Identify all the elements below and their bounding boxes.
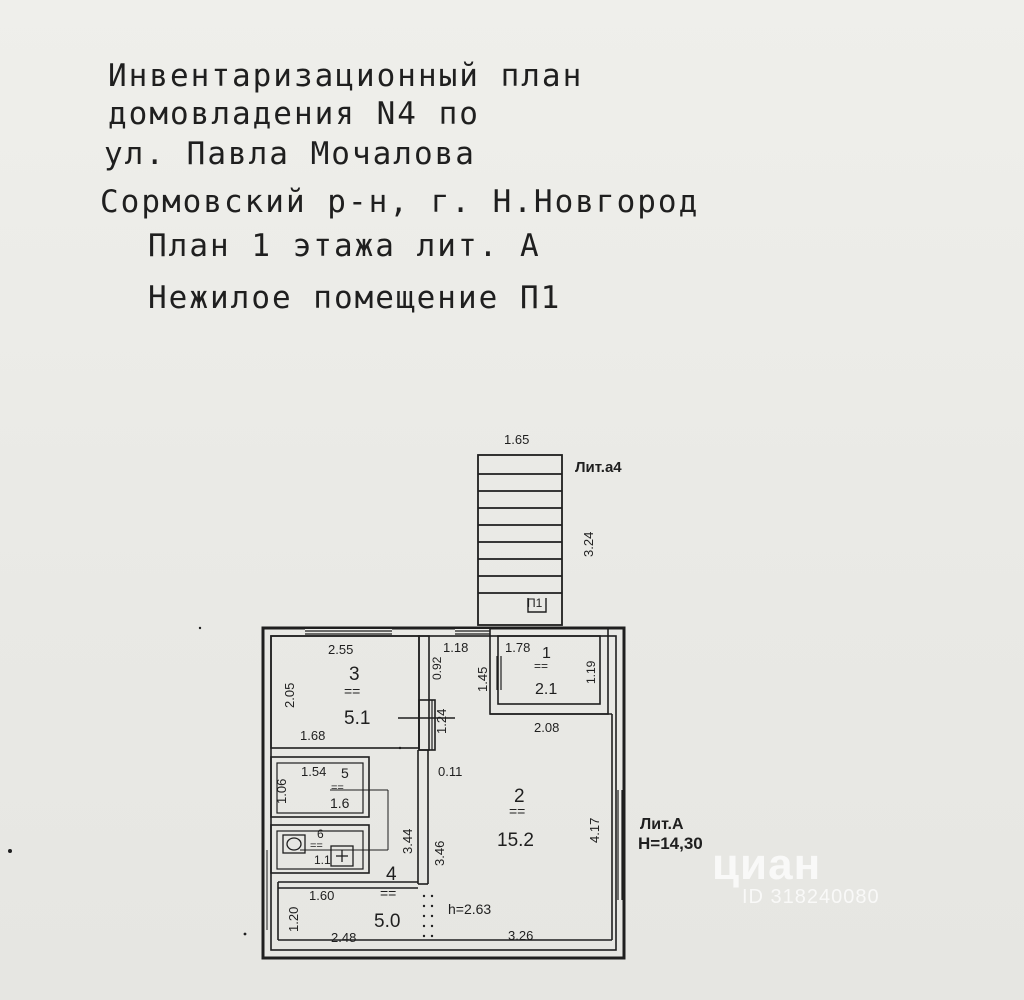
- stair-length-dim: 3.24: [581, 531, 596, 557]
- room-5-area: 1.6: [330, 795, 350, 811]
- watermark: [712, 840, 942, 920]
- room-6-number: 6: [317, 827, 324, 841]
- room-3-number: 3: [349, 664, 360, 685]
- room-1-eq: ==: [534, 659, 549, 673]
- title-line-4: Сормовский р-н, г. Н.Новгород: [100, 184, 700, 220]
- dim-3-46: 3.46: [432, 840, 447, 866]
- room-2-area: 15.2: [497, 830, 534, 851]
- watermark-logo: циан: [712, 840, 822, 889]
- dim-1-45: 1.45: [475, 666, 490, 692]
- room-6: [310, 827, 331, 867]
- dim-0-11: 0.11: [438, 764, 463, 779]
- stair-width-dim: 1.65: [504, 432, 530, 447]
- room-4-area: 5.0: [374, 911, 401, 932]
- dim-2-55: 2.55: [328, 642, 354, 657]
- dim-3-26: 3.26: [508, 928, 534, 943]
- dim-1-19: 1.19: [584, 660, 598, 684]
- staircase-lit-a4: [478, 455, 562, 625]
- paper-speck: [199, 627, 201, 629]
- paper-speck: [8, 849, 12, 853]
- room-4-number: 4: [386, 864, 397, 885]
- room-1-area: 2.1: [535, 681, 558, 698]
- paper-speck: [244, 933, 247, 936]
- room-1: [534, 645, 557, 698]
- dim-1-24: 1.24: [434, 708, 449, 734]
- dim-2-05: 2.05: [282, 682, 297, 708]
- dim-1-18: 1.18: [443, 640, 469, 655]
- dim-1-54: 1.54: [301, 764, 327, 779]
- room-2-number: 2: [514, 786, 525, 807]
- watermark-id: ID 318240080: [742, 886, 880, 908]
- room-4-eq: ==: [380, 885, 397, 901]
- dim-1-60: 1.60: [309, 888, 335, 903]
- room-5: [330, 765, 350, 811]
- stair-room-mark: П1: [527, 596, 543, 610]
- dim-3-44: 3.44: [400, 828, 415, 854]
- dim-0-92: 0.92: [430, 656, 444, 680]
- dim-2-08: 2.08: [534, 720, 560, 735]
- title-line-5: План 1 этажа лит. А: [148, 228, 541, 264]
- title-line-6: Нежилое помещение П1: [148, 280, 562, 316]
- room-3-area: 5.1: [344, 708, 371, 729]
- room-4: [374, 864, 400, 932]
- room-6-area: 1.1: [314, 853, 331, 867]
- building-label: Лит.А: [640, 816, 684, 833]
- room-2: [497, 786, 534, 851]
- title-line-1: Инвентаризационный план: [108, 58, 584, 94]
- dim-1-20: 1.20: [286, 906, 301, 932]
- room-6-eq: ==: [310, 840, 323, 852]
- building-height: Н=14,30: [638, 834, 703, 853]
- ceiling-height: h=2.63: [448, 901, 492, 917]
- dim-4-17: 4.17: [587, 817, 602, 843]
- dim-2-48: 2.48: [331, 930, 357, 945]
- title-line-3: ул. Павла Мочалова: [104, 136, 476, 172]
- dim-1-06: 1.06: [274, 778, 289, 804]
- dim-1-68: 1.68: [300, 728, 326, 743]
- title-line-2: домовладения N4 по: [108, 96, 480, 132]
- room-5-eq: ==: [331, 782, 344, 794]
- room-1-number: 1: [542, 645, 551, 662]
- stair-label: Лит.а4: [575, 459, 622, 476]
- room-5-number: 5: [341, 765, 349, 781]
- room-2-eq: ==: [509, 803, 526, 819]
- room-3: [344, 664, 370, 729]
- room-3-eq: ==: [344, 683, 361, 699]
- dim-1-78: 1.78: [505, 640, 531, 655]
